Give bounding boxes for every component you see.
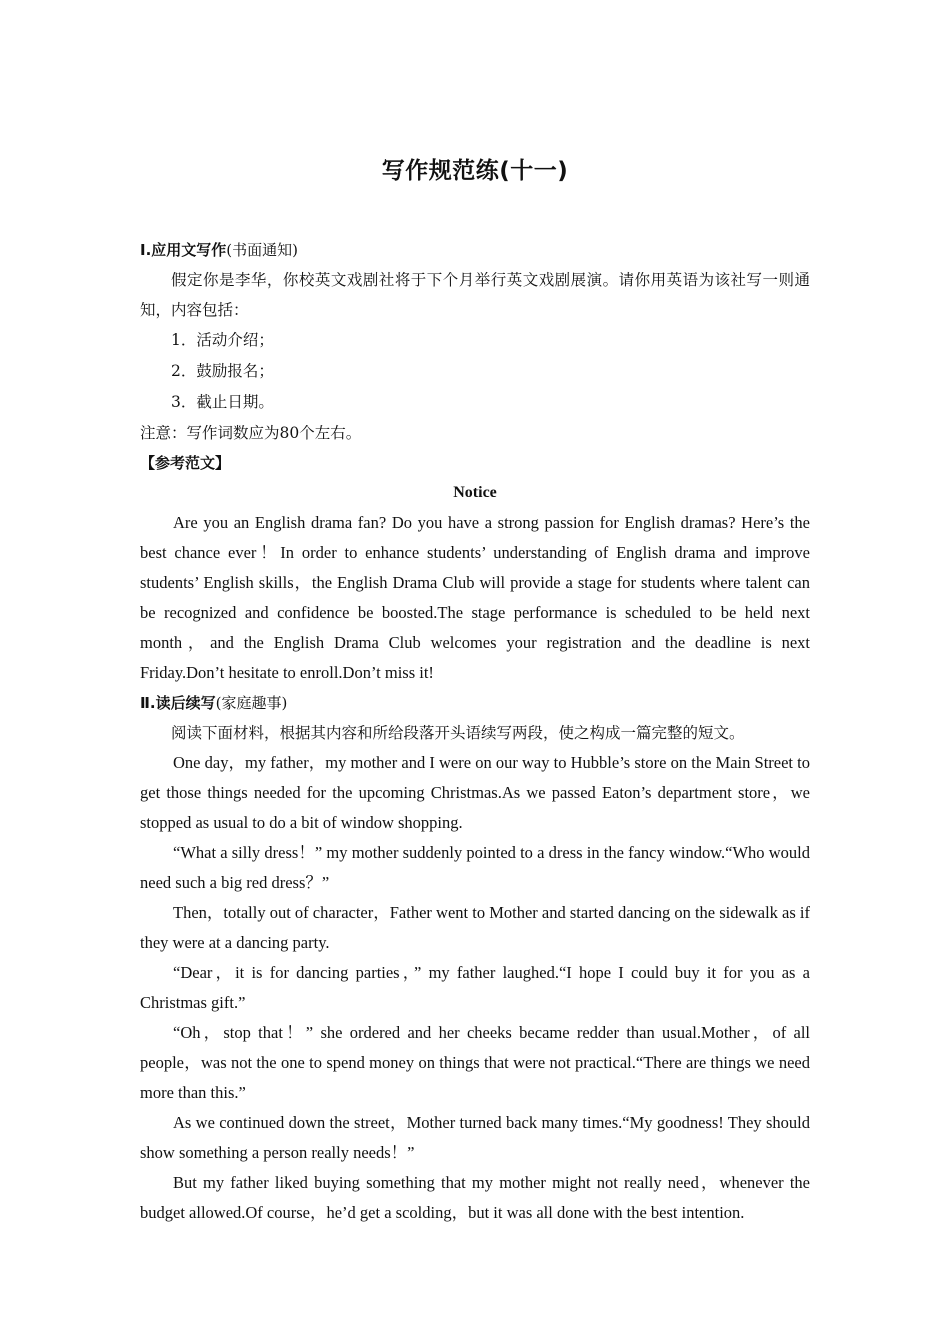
section-1-heading (140, 235, 810, 265)
story-paragraph: “What a silly dress！” my mother suddenly pointed to a dress in the fancy window.“Who would need such a big red dress？” (140, 843, 810, 892)
reference-label: 【参考范文】 (140, 454, 231, 472)
word-count-note: 注意：写作词数应为80个左右。 (140, 424, 362, 442)
section-2 (140, 688, 810, 1228)
section-2-heading-label: Ⅱ.读后续写 (140, 694, 216, 712)
story-paragraph: But my father liked buying something that my mother might not really need，whenever the budget allowed.Of course，he’d get a scolding，but it was all done with the best intention. (140, 1173, 810, 1222)
section-1 (140, 235, 810, 688)
story-paragraph: “Oh，stop that！” she ordered and her cheeks became redder than usual.Mother，of all people，was not the one to spend money on things that were not practical.“There are things we need more than this.” (140, 1023, 810, 1102)
story-paragraph: As we continued down the street，Mother turned back many times.“My goodness! They should show something a person really needs！” (140, 1113, 810, 1162)
section-1-prompt: 假定你是李华，你校英文戏剧社将于下个月举行英文戏剧展演。请你用英语为该社写一则通知，内容包括： (140, 271, 810, 319)
requirement-item: 1．活动介绍； (171, 331, 274, 349)
story-paragraph: One day，my father，my mother and I were on our way to Hubble’s store on the Main Street to get those things needed for the upcoming Christmas.As we passed Eaton’s department store，we stopped as usual to do a bit of window shopping. (140, 753, 810, 832)
section-1-heading-topic: (书面通知) (226, 241, 298, 259)
section-2-prompt: 阅读下面材料，根据其内容和所给段落开头语续写两段，使之构成一篇完整的短文。 (171, 724, 745, 742)
requirement-item: 2．鼓励报名； (171, 362, 274, 380)
requirement-item: 3．截止日期。 (171, 393, 274, 411)
section-1-heading-label: Ⅰ.应用文写作 (140, 241, 227, 259)
section-2-heading-topic: (家庭趣事) (215, 694, 288, 712)
section-2-heading (140, 688, 810, 718)
story-paragraph: “Dear，it is for dancing parties，” my father laughed.“I hope I could buy it for you as a Christmas gift.” (140, 963, 810, 1012)
notice-body: Are you an English drama fan? Do you have a strong passion for English dramas? Here’s the best chance ever！In order to enhance students’ understanding of English drama and improve students’ English skills，the English Drama Club will provide a stage for students where talent can be recognized and confidence be boosted.The stage performance is scheduled to be held next month，and the English Drama Club welcomes your registration and the deadline is next Friday.Don’t hesitate to enroll.Don’t miss it! (140, 513, 810, 682)
notice-title: Notice (453, 484, 497, 501)
story-paragraph: Then，totally out of character，Father went to Mother and started dancing on the sidewalk as if they were at a dancing party. (140, 903, 810, 952)
page-title: 写作规范练(十一) (381, 158, 569, 184)
